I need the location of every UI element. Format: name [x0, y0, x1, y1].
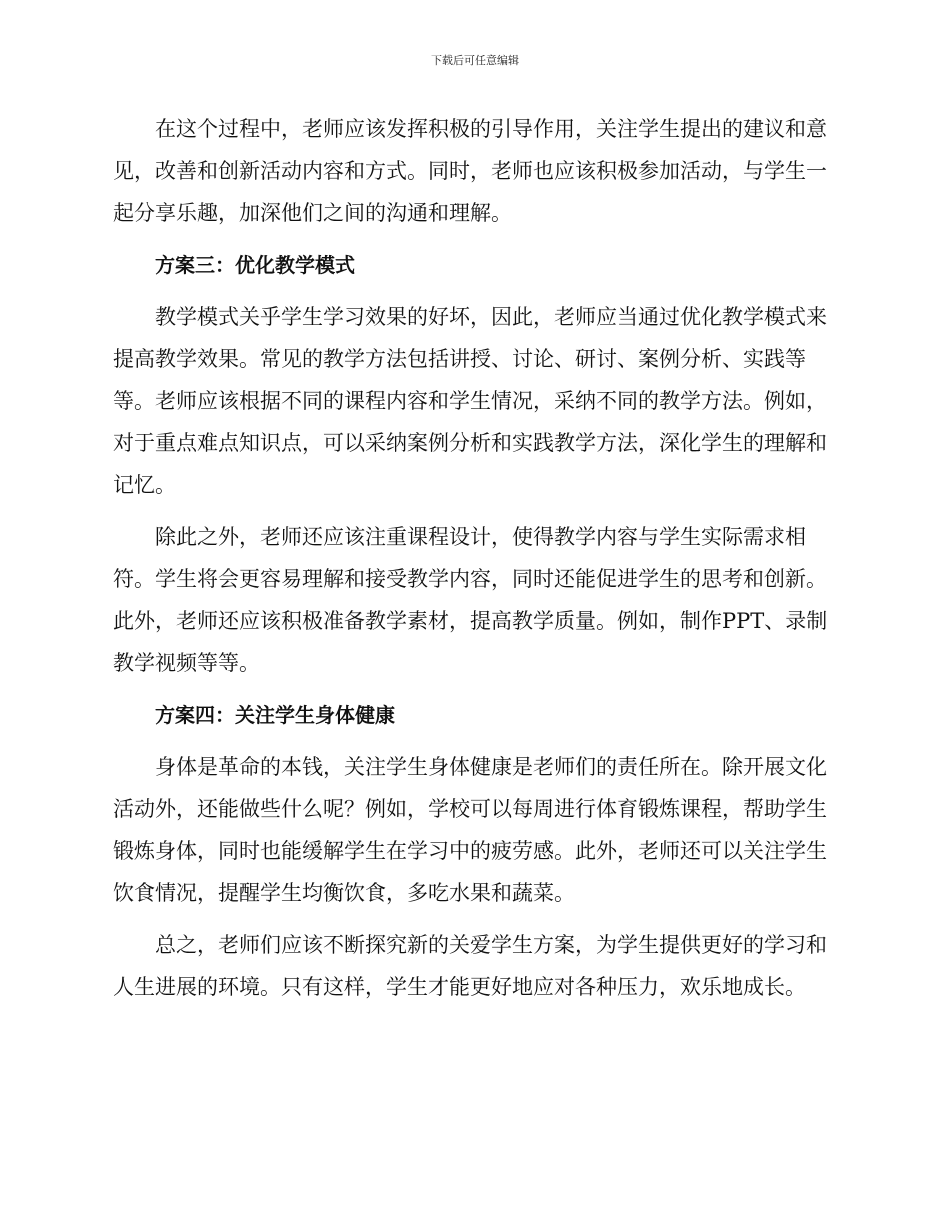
page-header: 下载后可任意编辑 — [431, 54, 519, 67]
document-body — [113, 108, 833, 1018]
section-heading-plan-three: 方案三：优化教学模式 — [155, 253, 355, 277]
paragraph-teacher-guidance: 在这个过程中，老师应该发挥积极的引导作用，关注学生提出的建议和意见，改善和创新活动内容和方式。同时，老师也应该积极参加活动，与学生一起分享乐趣，加深他们之间的沟通和理解。 — [113, 117, 827, 225]
paragraph-physical-health: 身体是革命的本钱，关注学生身体健康是老师们的责任所在。除开展文化活动外，还能做些什么呢？例如，学校可以每周进行体育锻炼课程，帮助学生锻炼身体，同时也能缓解学生在学习中的疲劳感。此外，老师还可以关注学生饮食情况，提醒学生均衡饮食，多吃水果和蔬菜。 — [113, 755, 827, 905]
paragraph-conclusion: 总之，老师们应该不断探究新的关爱学生方案，为学生提供更好的学习和人生进展的环境。只有这样，学生才能更好地应对各种压力，欢乐地成长。 — [113, 933, 827, 999]
paragraph-course-design: 除此之外，老师还应该注重课程设计，使得教学内容与学生实际需求相符。学生将会更容易理解和接受教学内容，同时还能促进学生的思考和创新。此外，老师还应该积极准备教学素材，提高教学质量。例如，制作PPT、录制教学视频等等。 — [113, 525, 828, 675]
section-heading-plan-four: 方案四：关注学生身体健康 — [155, 703, 395, 727]
paragraph-teaching-methods: 教学模式关乎学生学习效果的好坏，因此，老师应当通过优化教学模式来提高教学效果。常见的教学方法包括讲授、讨论、研讨、案例分析、实践等等。老师应该根据不同的课程内容和学生情况，采纳不同的教学方法。例如，对于重点难点知识点，可以采纳案例分析和实践教学方法，深化学生的理解和记忆。 — [113, 305, 827, 497]
